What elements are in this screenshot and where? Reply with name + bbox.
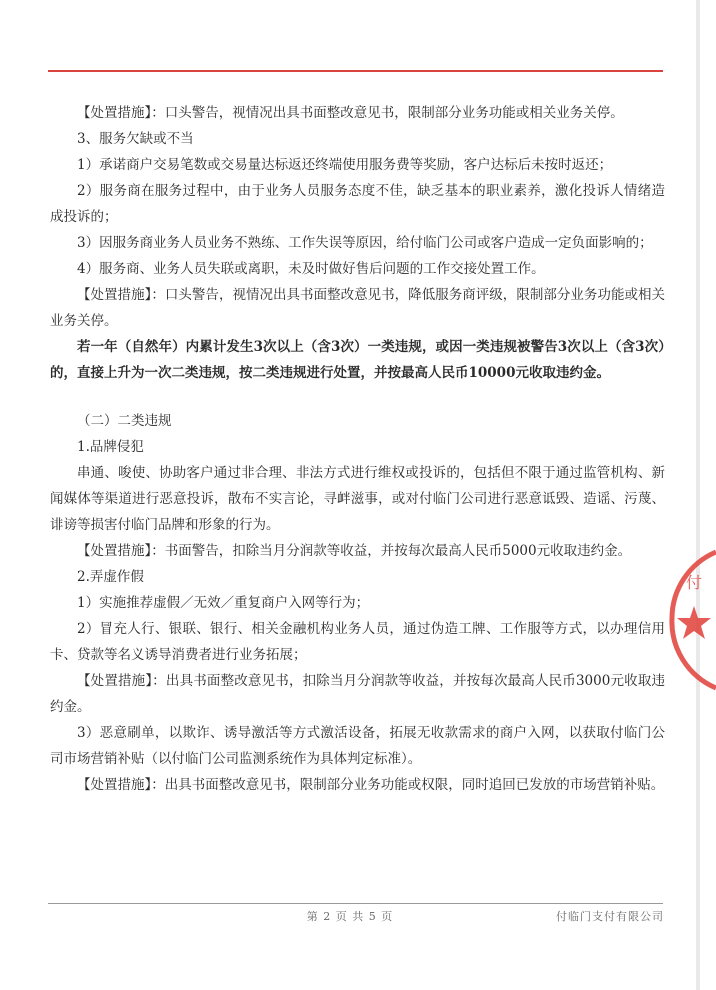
list-item: 1）实施推荐虚假／无效／重复商户入网等行为；	[77, 595, 370, 611]
paragraph-gap	[50, 386, 665, 408]
escalation-rule-paragraph: 若一年（自然年）内累计发生3次以上（含3次）一类违规，或因一类违规被警告3次以上（含3次）的，直接上升为一次二类违规，按二类违规进行处置，并按最高人民币10000元收取违约金。	[50, 339, 665, 381]
measure-paragraph: 【处置措施】：口头警告，视情况出具书面整改意见书，限制部分业务功能或相关业务关停。	[77, 105, 624, 121]
list-item: 2）冒充人行、银联、银行、相关金融机构业务人员，通过伪造工牌、工作服等方式，以办理信用卡、贷款等名义诱导消费者进行业务拓展；	[50, 621, 665, 663]
page-number: 第 2 页 共 5 页	[306, 910, 394, 923]
seal-star	[677, 606, 711, 639]
footer-company-name: 付临门支付有限公司	[556, 910, 664, 923]
company-seal-fragment	[672, 548, 716, 698]
measure-paragraph: 【处置措施】：出具书面整改意见书，限制部分业务功能或权限，同时追回已发放的市场营销补贴。	[77, 777, 665, 793]
subsection-heading: 2.弄虚作假	[77, 569, 144, 585]
body-paragraph: 串通、唆使、协助客户通过非合理、非法方式进行维权或投诉的，包括但不限于通过监管机构、新闻媒体等渠道进行恶意投诉，散布不实言论，寻衅滋事，或对付临门公司进行恶意诋毁、造谣、污蔑、诽谤等损害付临门品牌和形象的行为。	[50, 465, 665, 533]
document-body	[50, 100, 665, 798]
section-heading: （二）二类违规	[77, 413, 172, 429]
list-item: 1）承诺商户交易笔数或交易量达标返还终端使用服务费等奖励，客户达标后未按时返还；	[77, 157, 613, 173]
measure-paragraph: 【处置措施】：口头警告，视情况出具书面整改意见书，降低服务商评级，限制部分业务功能或相关业务关停。	[50, 287, 665, 329]
subsection-heading: 1.品牌侵犯	[77, 439, 144, 455]
section-heading: 3、服务欠缺或不当	[77, 131, 194, 147]
header-red-rule	[48, 70, 663, 72]
list-item: 2）服务商在服务过程中，由于业务人员服务态度不佳，缺乏基本的职业素养，激化投诉人情绪造成投诉的；	[50, 183, 665, 225]
list-item: 4）服务商、业务人员失联或离职，未及时做好售后问题的工作交接处置工作。	[77, 261, 545, 277]
measure-paragraph: 【处置措施】：出具书面整改意见书，扣除当月分润款等收益，并按每次最高人民币3000元收取违约金。	[50, 673, 665, 715]
measure-paragraph: 【处置措施】：书面警告，扣除当月分润款等收益，并按每次最高人民币5000元收取违约金。	[77, 543, 632, 559]
list-item: 3）恶意刷单，以欺诈、诱导激活等方式激活设备，拓展无收款需求的商户入网，以获取付临门公司市场营销补贴（以付临门公司监测系统作为具体判定标准）。	[50, 725, 665, 767]
seal-char: 付	[686, 573, 703, 592]
list-item: 3）因服务商业务人员业务不熟练、工作失误等原因，给付临门公司或客户造成一定负面影响的；	[77, 235, 653, 251]
footer-rule	[48, 903, 663, 904]
page-edge	[696, 0, 700, 990]
